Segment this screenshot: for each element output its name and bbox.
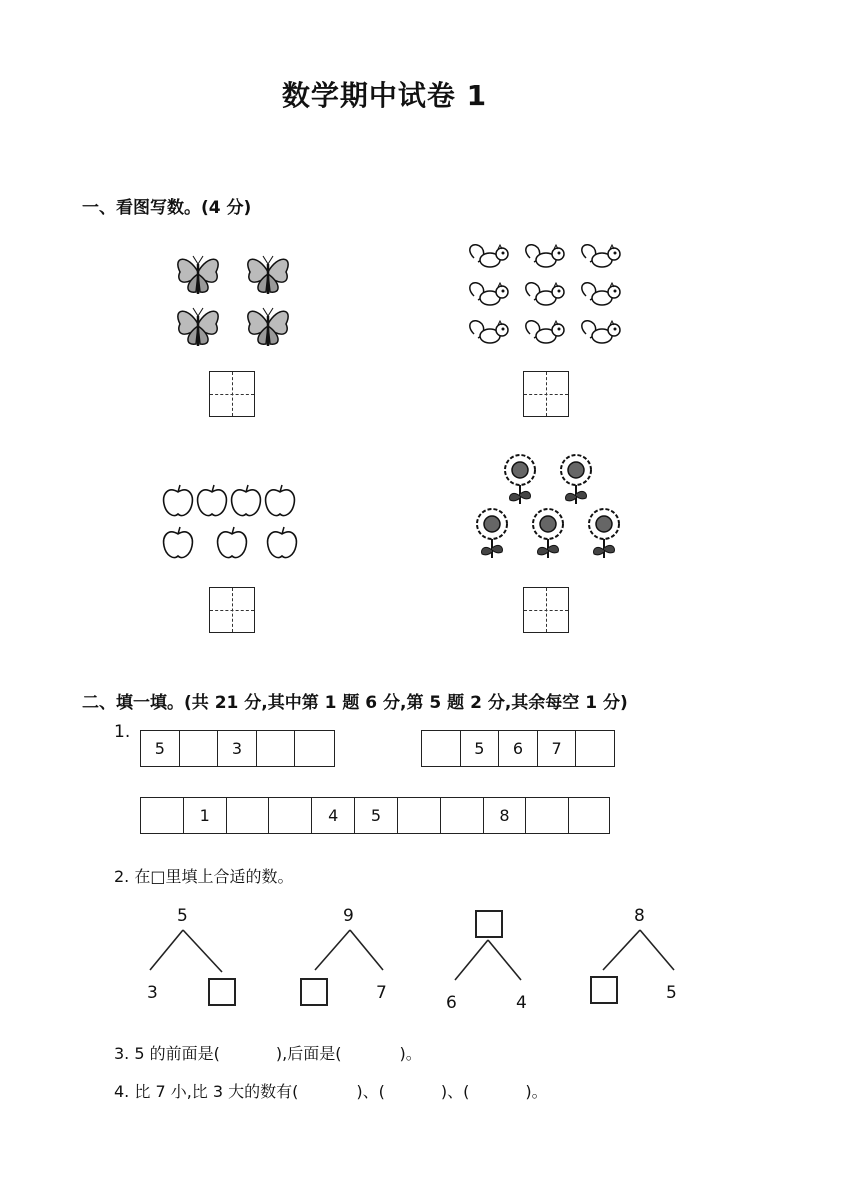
q3-end: )。 bbox=[399, 1044, 422, 1063]
tree2-top: 9 bbox=[343, 906, 354, 926]
q4-end: )。 bbox=[525, 1082, 548, 1101]
tree4-top: 8 bbox=[634, 906, 645, 926]
tree3-right: 4 bbox=[516, 993, 527, 1013]
q3-mid: ),后面是( bbox=[275, 1044, 342, 1063]
strip-cell[interactable]: 5 bbox=[461, 731, 500, 766]
tree4-right: 5 bbox=[666, 983, 677, 1003]
strip-cell[interactable]: 3 bbox=[218, 731, 257, 766]
strip-cell[interactable]: 5 bbox=[141, 731, 180, 766]
q3-text: 3. 5 的前面是( bbox=[114, 1044, 220, 1063]
tree2-right: 7 bbox=[376, 983, 387, 1003]
tree4-left-box[interactable] bbox=[590, 976, 618, 1004]
strip-cell[interactable]: 1 bbox=[184, 798, 227, 833]
tree1-left: 3 bbox=[147, 983, 158, 1003]
section2-heading: 二、填一填。(共 21 分,其中第 1 题 6 分,第 5 题 2 分,其余每空 1 分) bbox=[82, 693, 628, 713]
page-title: 数学期中试卷 1 bbox=[281, 79, 488, 112]
tree1-top: 5 bbox=[177, 906, 188, 926]
q2-label: 2. 在□里填上合适的数。 bbox=[114, 867, 294, 886]
tree1-right-box[interactable] bbox=[208, 978, 236, 1006]
tree3-top-box[interactable] bbox=[475, 910, 503, 938]
q3-line bbox=[114, 1041, 422, 1064]
q4-line bbox=[114, 1079, 548, 1102]
tree3-left: 6 bbox=[446, 993, 457, 1013]
section1-heading: 一、看图写数。(4 分) bbox=[82, 198, 252, 218]
strip-cell[interactable]: 5 bbox=[355, 798, 398, 833]
q4-text: 4. 比 7 小,比 3 大的数有( bbox=[114, 1082, 299, 1101]
strip-cell[interactable]: 7 bbox=[538, 731, 577, 766]
q4-sep1: )、( bbox=[356, 1082, 385, 1101]
tree2-left-box[interactable] bbox=[300, 978, 328, 1006]
strip-cell[interactable]: 8 bbox=[484, 798, 527, 833]
strip-cell[interactable]: 6 bbox=[499, 731, 538, 766]
strip-cell[interactable]: 4 bbox=[312, 798, 355, 833]
q4-sep2: )、( bbox=[440, 1082, 470, 1101]
q1-label: 1. bbox=[114, 722, 131, 742]
